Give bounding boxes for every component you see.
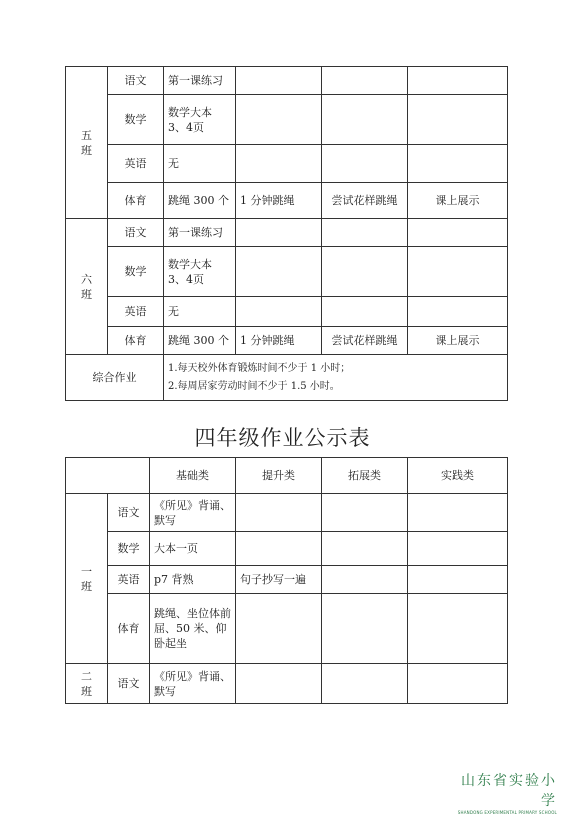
practice-cell: 课上展示 bbox=[408, 183, 508, 219]
practice-cell bbox=[408, 219, 508, 247]
basic-cell: 跳绳 300 个 bbox=[164, 183, 236, 219]
extended-cell: 尝试花样跳绳 bbox=[322, 327, 408, 355]
header-blank bbox=[66, 458, 150, 494]
extended-cell: 尝试花样跳绳 bbox=[322, 183, 408, 219]
extended-cell bbox=[322, 219, 408, 247]
basic-cell: 数学大本 3、4页 bbox=[164, 247, 236, 297]
table-row bbox=[66, 664, 508, 704]
header-row bbox=[66, 458, 508, 494]
practice-cell bbox=[408, 95, 508, 145]
basic-cell: 跳绳、坐位体前屈、50 米、仰卧起坐 bbox=[150, 594, 236, 664]
extended-cell bbox=[322, 297, 408, 327]
advanced-cell bbox=[236, 145, 322, 183]
subject-cell: 体育 bbox=[108, 327, 164, 355]
advanced-cell bbox=[236, 664, 322, 704]
advanced-cell: 1 分钟跳绳 bbox=[236, 183, 322, 219]
class-name-cell: 五班 bbox=[66, 67, 108, 219]
subject-cell: 英语 bbox=[108, 297, 164, 327]
basic-cell: 大本一页 bbox=[150, 532, 236, 566]
advanced-cell: 1 分钟跳绳 bbox=[236, 327, 322, 355]
school-logo bbox=[457, 770, 557, 815]
extended-cell bbox=[322, 532, 408, 566]
basic-cell: 数学大本 3、4页 bbox=[164, 95, 236, 145]
subject-cell: 体育 bbox=[108, 594, 150, 664]
table-row bbox=[66, 247, 508, 297]
subject-cell: 语文 bbox=[108, 494, 150, 532]
school-logo-en: SHANDONG EXPERIMENTAL PRIMARY SCHOOL bbox=[457, 810, 557, 815]
practice-cell bbox=[408, 494, 508, 532]
practice-cell bbox=[408, 532, 508, 566]
subject-cell: 语文 bbox=[108, 664, 150, 704]
table-row bbox=[66, 327, 508, 355]
table-row bbox=[66, 145, 508, 183]
table-row bbox=[66, 532, 508, 566]
basic-cell: 第一课练习 bbox=[164, 219, 236, 247]
class-name-cell: 二班 bbox=[66, 664, 108, 704]
subject-cell: 语文 bbox=[108, 219, 164, 247]
advanced-cell bbox=[236, 297, 322, 327]
practice-cell: 课上展示 bbox=[408, 327, 508, 355]
subject-cell: 数学 bbox=[108, 532, 150, 566]
summary-line-1: 1.每天校外体育锻炼时间不少于 1 小时； bbox=[168, 362, 351, 374]
subject-cell: 语文 bbox=[108, 67, 164, 95]
subject-cell: 体育 bbox=[108, 183, 164, 219]
extended-cell bbox=[322, 594, 408, 664]
extended-cell bbox=[322, 664, 408, 704]
table-row bbox=[66, 183, 508, 219]
extended-cell bbox=[322, 145, 408, 183]
class-name-cell: 一班 bbox=[66, 494, 108, 664]
table-row bbox=[66, 219, 508, 247]
advanced-cell bbox=[236, 95, 322, 145]
subject-cell: 数学 bbox=[108, 247, 164, 297]
table-row bbox=[66, 594, 508, 664]
advanced-cell bbox=[236, 594, 322, 664]
summary-line-2: 2.每周居家劳动时间不少于 1.5 小时。 bbox=[168, 380, 340, 392]
extended-cell bbox=[322, 95, 408, 145]
basic-cell: 《所见》背诵、默写 bbox=[150, 664, 236, 704]
basic-cell: p7 背熟 bbox=[150, 566, 236, 594]
practice-cell bbox=[408, 247, 508, 297]
table-row bbox=[66, 95, 508, 145]
advanced-cell: 句子抄写一遍 bbox=[236, 566, 322, 594]
practice-cell bbox=[408, 297, 508, 327]
extended-cell bbox=[322, 566, 408, 594]
subject-cell: 数学 bbox=[108, 95, 164, 145]
table-row bbox=[66, 67, 508, 95]
table-row bbox=[66, 297, 508, 327]
basic-cell: 无 bbox=[164, 297, 236, 327]
practice-cell bbox=[408, 664, 508, 704]
header-basic: 基础类 bbox=[150, 458, 236, 494]
basic-cell: 跳绳 300 个 bbox=[164, 327, 236, 355]
advanced-cell bbox=[236, 494, 322, 532]
extended-cell bbox=[322, 67, 408, 95]
summary-row bbox=[66, 355, 508, 401]
practice-cell bbox=[408, 594, 508, 664]
table-row bbox=[66, 566, 508, 594]
school-logo-cn: 山东省实验小学 bbox=[461, 773, 557, 809]
practice-cell bbox=[408, 67, 508, 95]
advanced-cell bbox=[236, 532, 322, 566]
header-practice: 实践类 bbox=[408, 458, 508, 494]
advanced-cell bbox=[236, 247, 322, 297]
upper-homework-table bbox=[65, 66, 508, 401]
practice-cell bbox=[408, 145, 508, 183]
header-advanced: 提升类 bbox=[236, 458, 322, 494]
header-extended: 拓展类 bbox=[322, 458, 408, 494]
class-name-cell: 六班 bbox=[66, 219, 108, 355]
summary-label: 综合作业 bbox=[66, 355, 164, 401]
basic-cell: 第一课练习 bbox=[164, 67, 236, 95]
subject-cell: 英语 bbox=[108, 145, 164, 183]
basic-cell: 《所见》背诵、默写 bbox=[150, 494, 236, 532]
advanced-cell bbox=[236, 219, 322, 247]
practice-cell bbox=[408, 566, 508, 594]
summary-content bbox=[164, 355, 508, 401]
basic-cell: 无 bbox=[164, 145, 236, 183]
extended-cell bbox=[322, 247, 408, 297]
page-title: 四年级作业公示表 bbox=[194, 426, 371, 450]
extended-cell bbox=[322, 494, 408, 532]
advanced-cell bbox=[236, 67, 322, 95]
subject-cell: 英语 bbox=[108, 566, 150, 594]
lower-homework-table bbox=[65, 457, 508, 704]
table-row bbox=[66, 494, 508, 532]
